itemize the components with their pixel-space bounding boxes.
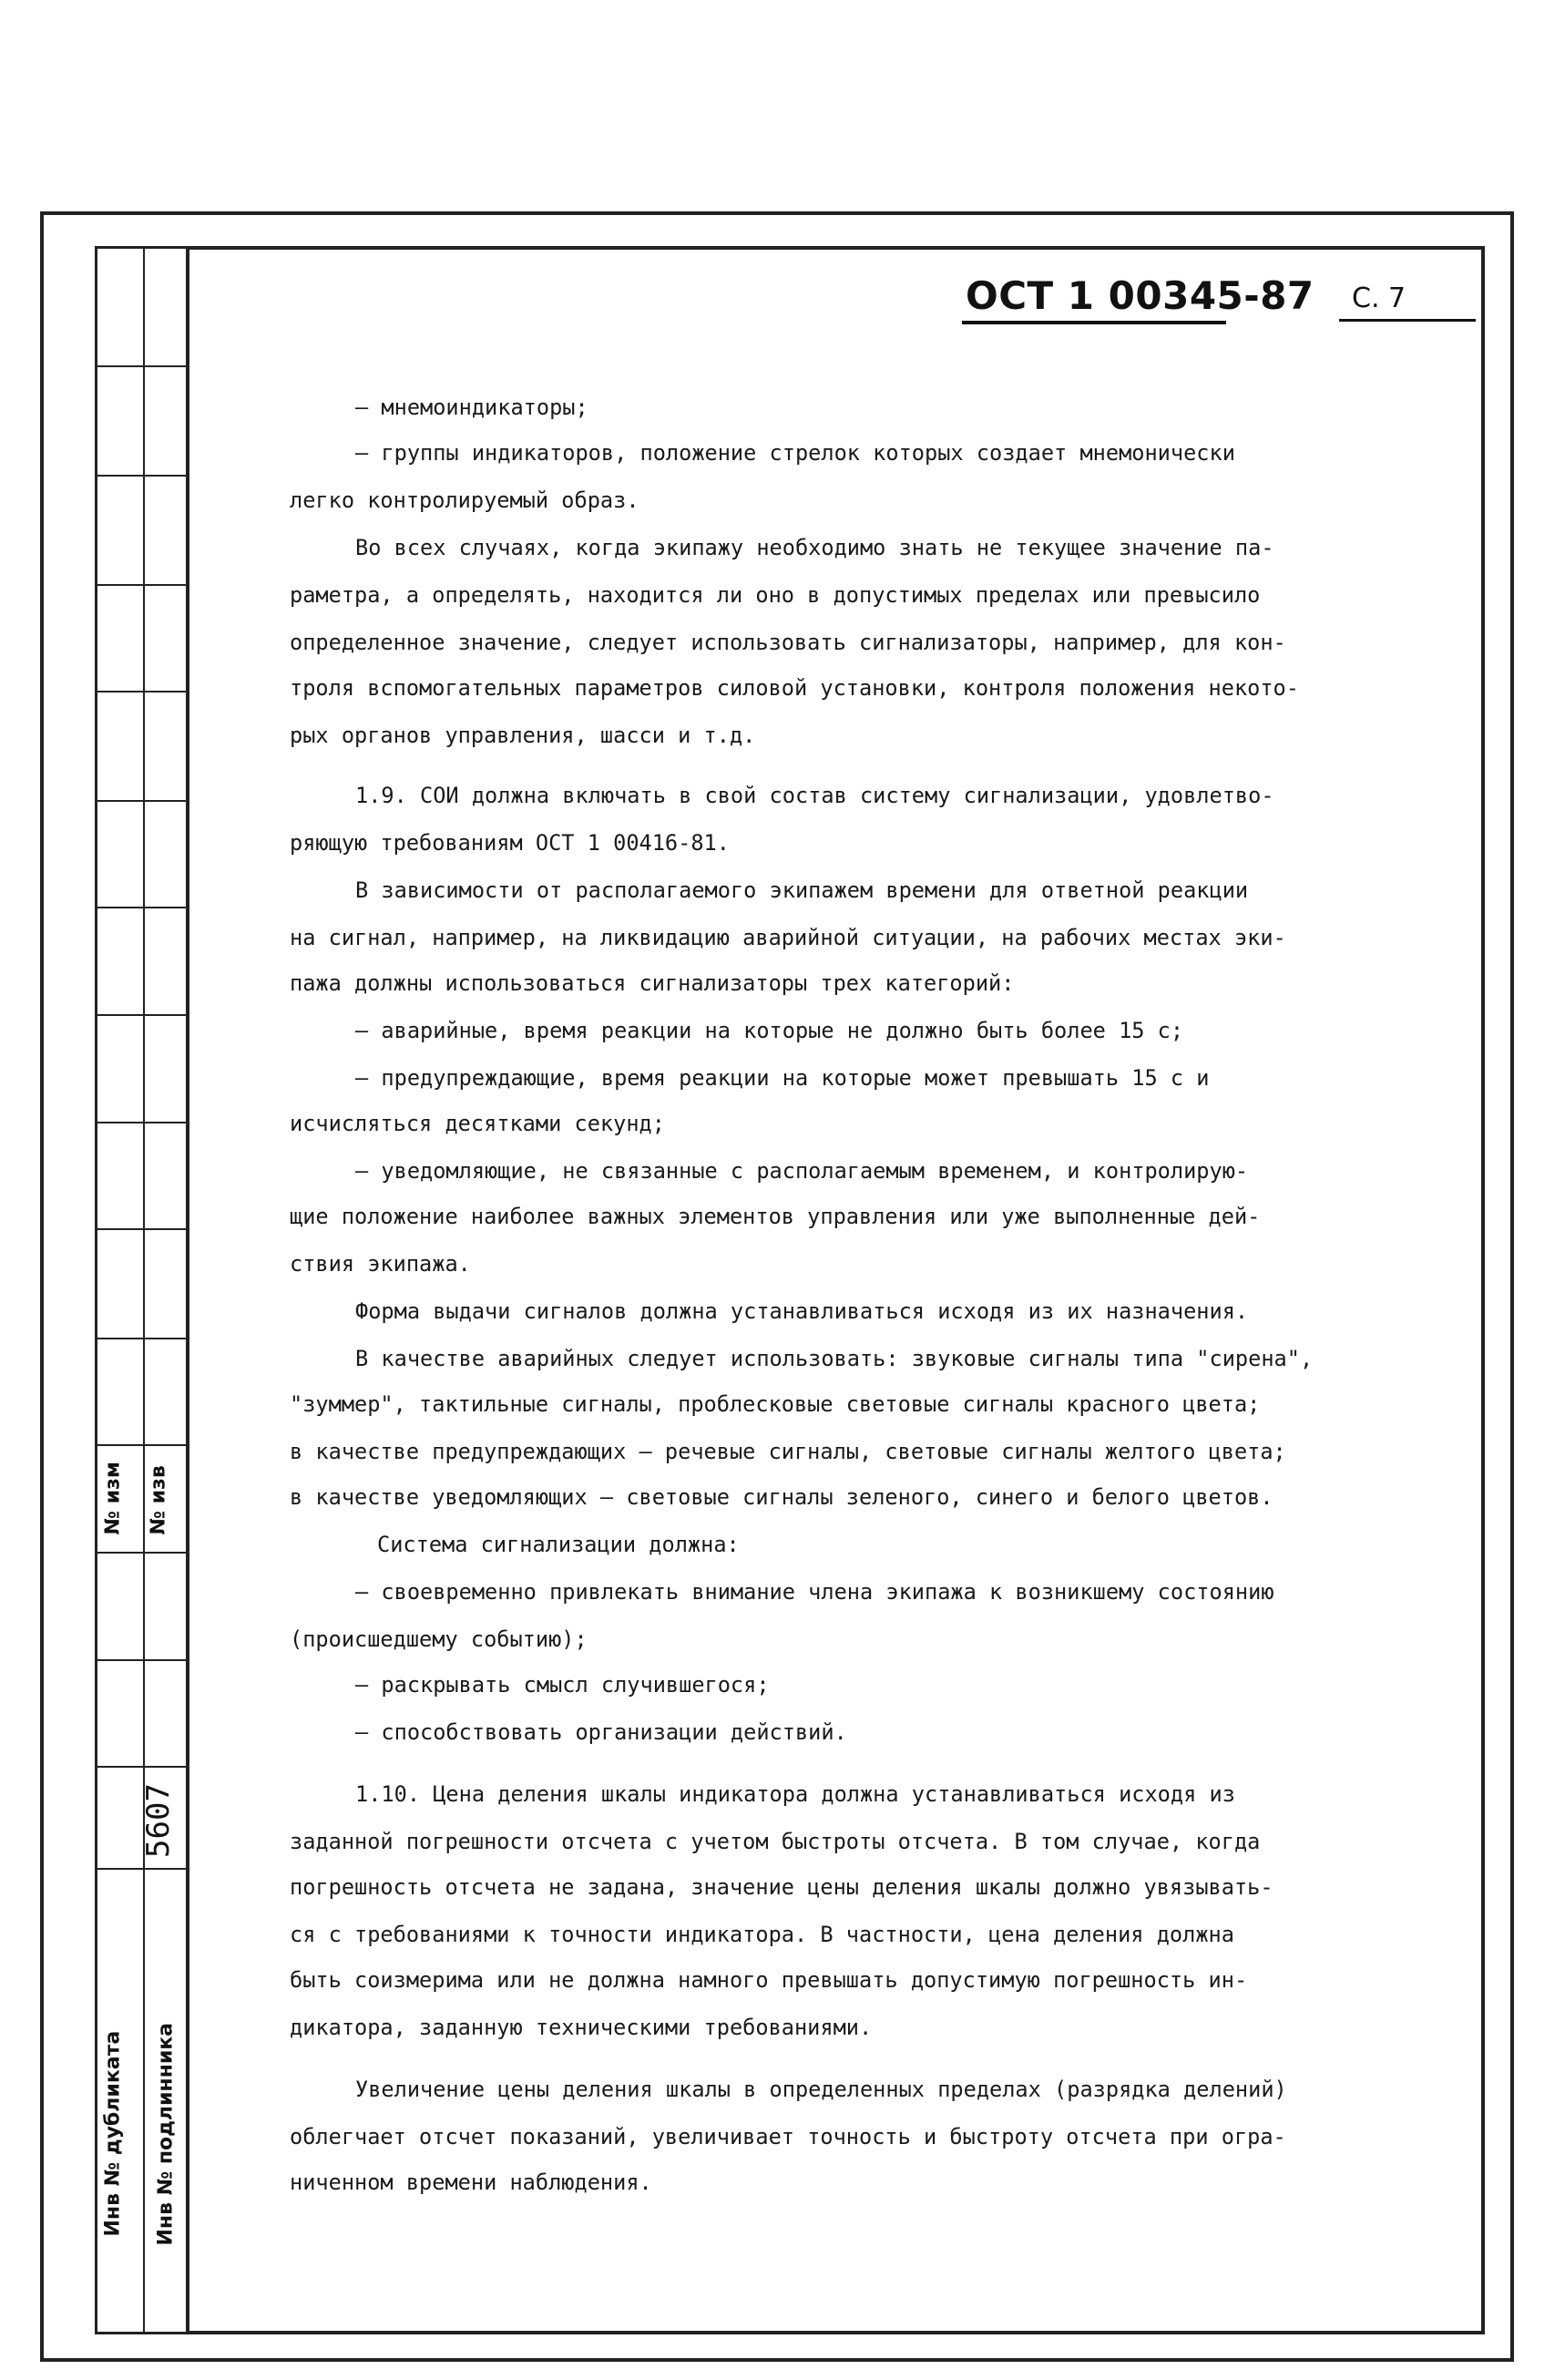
text-line: определенное значение, следует использовать сигнализаторы, например, для кон-: [290, 630, 1286, 655]
text-line: Система сигнализации должна:: [377, 1532, 740, 1557]
text-line: – группы индикаторов, положение стрелок которых создает мнемонически: [355, 440, 1235, 466]
text-line: – способствовать организации действий.: [355, 1719, 847, 1745]
strip-rule: [97, 1552, 186, 1554]
izm-label: № изм: [101, 1462, 125, 1535]
strip-rule: [97, 1228, 186, 1230]
text-line: дикатора, заданную техническими требованиями.: [290, 2015, 873, 2040]
izv-label: № изв: [147, 1465, 170, 1535]
page-number-underline: [1339, 319, 1476, 322]
text-line: – мнемоиндикаторы;: [355, 395, 588, 420]
text-line: – своевременно привлекать внимание члена экипажа к возникшему состоянию: [355, 1579, 1274, 1605]
inventory-number: 5607: [140, 1783, 177, 1858]
text-line: в качестве уведомляющих – световые сигналы зеленого, синего и белого цветов.: [290, 1484, 1273, 1510]
strip-column-divider: [143, 249, 145, 2332]
strip-rule: [97, 691, 186, 692]
margin-record-strip: [95, 246, 186, 2334]
text-line: В качестве аварийных следует использовать: звуковые сигналы типа "сирена",: [355, 1346, 1314, 1371]
text-line: ся с требованиями к точности индикатора. В частности, цена деления должна: [290, 1922, 1234, 1947]
strip-rule: [97, 1338, 186, 1339]
text-line: ниченном времени наблюдения.: [290, 2170, 652, 2195]
text-line: – аварийные, время реакции на которые не должно быть более 15 с;: [355, 1018, 1184, 1043]
text-line: пажа должны использоваться сигнализаторы трех категорий:: [290, 970, 1015, 996]
text-line: щие положение наиболее важных элементов управления или уже выполненные дей-: [290, 1204, 1261, 1229]
strip-rule: [97, 1444, 186, 1446]
strip-rule: [97, 1659, 186, 1661]
text-line: Во всех случаях, когда экипажу необходимо знать не текущее значение па-: [355, 535, 1274, 560]
strip-rule: [97, 584, 186, 586]
document-code-underline: [962, 321, 1226, 324]
original-inventory-label: Инв № подлинника: [154, 2022, 178, 2246]
strip-rule: [97, 1766, 186, 1768]
text-line: – раскрывать смысл случившегося;: [355, 1672, 770, 1698]
text-line: – уведомляющие, не связанные с располагаемым временем, и контролирую-: [355, 1158, 1249, 1184]
strip-rule: [97, 475, 186, 477]
page-number: С. 7: [1352, 282, 1406, 314]
text-line: раметра, а определять, находится ли оно в допустимых пределах или превысило: [290, 582, 1261, 608]
text-line: заданной погрешности отсчета с учетом быстроты отсчета. В том случае, когда: [290, 1829, 1261, 1854]
text-line: исчисляться десятками секунд;: [290, 1111, 665, 1136]
text-line: ряющую требованиям ОСТ 1 00416-81.: [290, 830, 730, 856]
text-line: на сигнал, например, на ликвидацию аварийной ситуации, на рабочих местах эки-: [290, 925, 1286, 950]
strip-rule: [97, 1014, 186, 1016]
strip-rule: [97, 1868, 186, 1870]
text-line: троля вспомогательных параметров силовой установки, контроля положения некото-: [290, 675, 1299, 701]
text-line: В зависимости от располагаемого экипажем времени для ответной реакции: [355, 877, 1249, 903]
document-code: ОСТ 1 00345-87: [966, 273, 1314, 318]
strip-rule: [97, 907, 186, 908]
text-line: быть соизмерима или не должна намного превышать допустимую погрешность ин-: [290, 1967, 1248, 1993]
text-line: 1.9. СОИ должна включать в свой состав систему сигнализации, удовлетво-: [355, 783, 1274, 808]
strip-rule: [97, 1122, 186, 1123]
text-line: Форма выдачи сигналов должна устанавливаться исходя из их назначения.: [355, 1298, 1249, 1324]
text-line: в качестве предупреждающих – речевые сигналы, световые сигналы желтого цвета;: [290, 1439, 1286, 1464]
text-line: "зуммер", тактильные сигналы, проблесковые световые сигналы красного цвета;: [290, 1391, 1261, 1417]
text-line: Увеличение цены деления шкалы в определенных пределах (разрядка делений): [355, 2077, 1287, 2102]
text-line: легко контролируемый образ.: [290, 487, 639, 513]
text-line: облегчает отсчет показаний, увеличивает точность и быстроту отсчета при огра-: [290, 2124, 1286, 2149]
duplicate-inventory-label: Инв № дубликата: [101, 2030, 125, 2237]
text-line: 1.10. Цена деления шкалы индикатора должна устанавливаться исходя из: [355, 1781, 1235, 1807]
text-line: (происшедшему событию);: [290, 1626, 588, 1652]
text-line: погрешность отсчета не задана, значение цены деления шкалы должно увязывать-: [290, 1874, 1273, 1900]
text-line: – предупреждающие, время реакции на которые может превышать 15 с и: [355, 1065, 1210, 1091]
strip-rule: [97, 365, 186, 367]
strip-rule: [97, 800, 186, 802]
text-line: ствия экипажа.: [290, 1251, 471, 1277]
text-line: рых органов управления, шасси и т.д.: [290, 723, 756, 748]
